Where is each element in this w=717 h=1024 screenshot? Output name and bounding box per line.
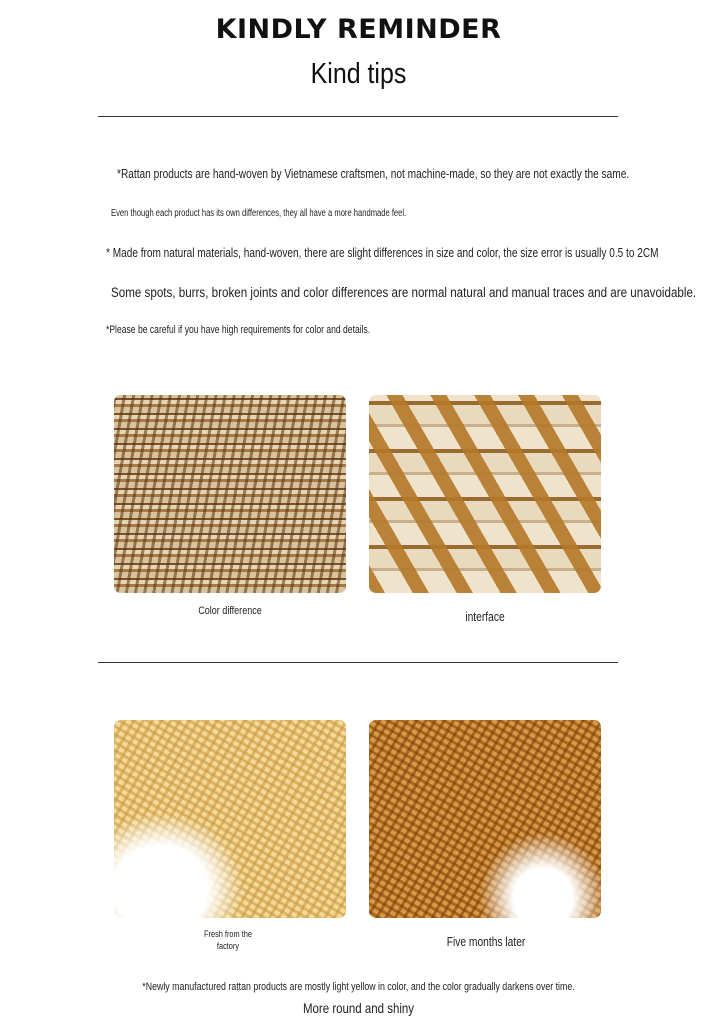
- photo-fresh-from-factory: [114, 720, 346, 918]
- divider-middle: [98, 662, 618, 663]
- divider-top: [98, 116, 618, 117]
- footer-note: *Newly manufactured rattan products are mostly light yellow in color, and the color gradually darkens over time.: [142, 981, 575, 993]
- caption-interface: interface: [465, 610, 505, 624]
- page-subtitle: Kind tips: [310, 58, 407, 90]
- footer-tagline: More round and shiny: [302, 1000, 415, 1016]
- note-handwoven: *Rattan products are hand-woven by Vietnamese craftsmen, not machine-made, so they are not exactly the same.: [117, 166, 630, 181]
- caption-five-months-later: Five months later: [446, 935, 526, 949]
- caption-color-difference: Color difference: [198, 605, 262, 617]
- page-title: KINDLY REMINDER: [215, 14, 502, 45]
- note-natural-traces: Some spots, burrs, broken joints and color differences are normal natural and manual traces and are unavoidable.: [111, 285, 697, 300]
- photo-interface: [369, 395, 601, 593]
- photo-five-months-later: [369, 720, 601, 918]
- caption-fresh-from-factory: Fresh from the factory: [204, 929, 252, 951]
- photo-color-difference: [114, 395, 346, 593]
- note-requirements: *Please be careful if you have high requirements for color and details.: [106, 324, 371, 336]
- note-handmade-feel: Even though each product has its own differences, they all have a more handmade feel.: [111, 208, 407, 219]
- note-size-error: * Made from natural materials, hand-woven, there are slight differences in size and color, the size error is usually 0.5 to 2CM: [106, 245, 659, 260]
